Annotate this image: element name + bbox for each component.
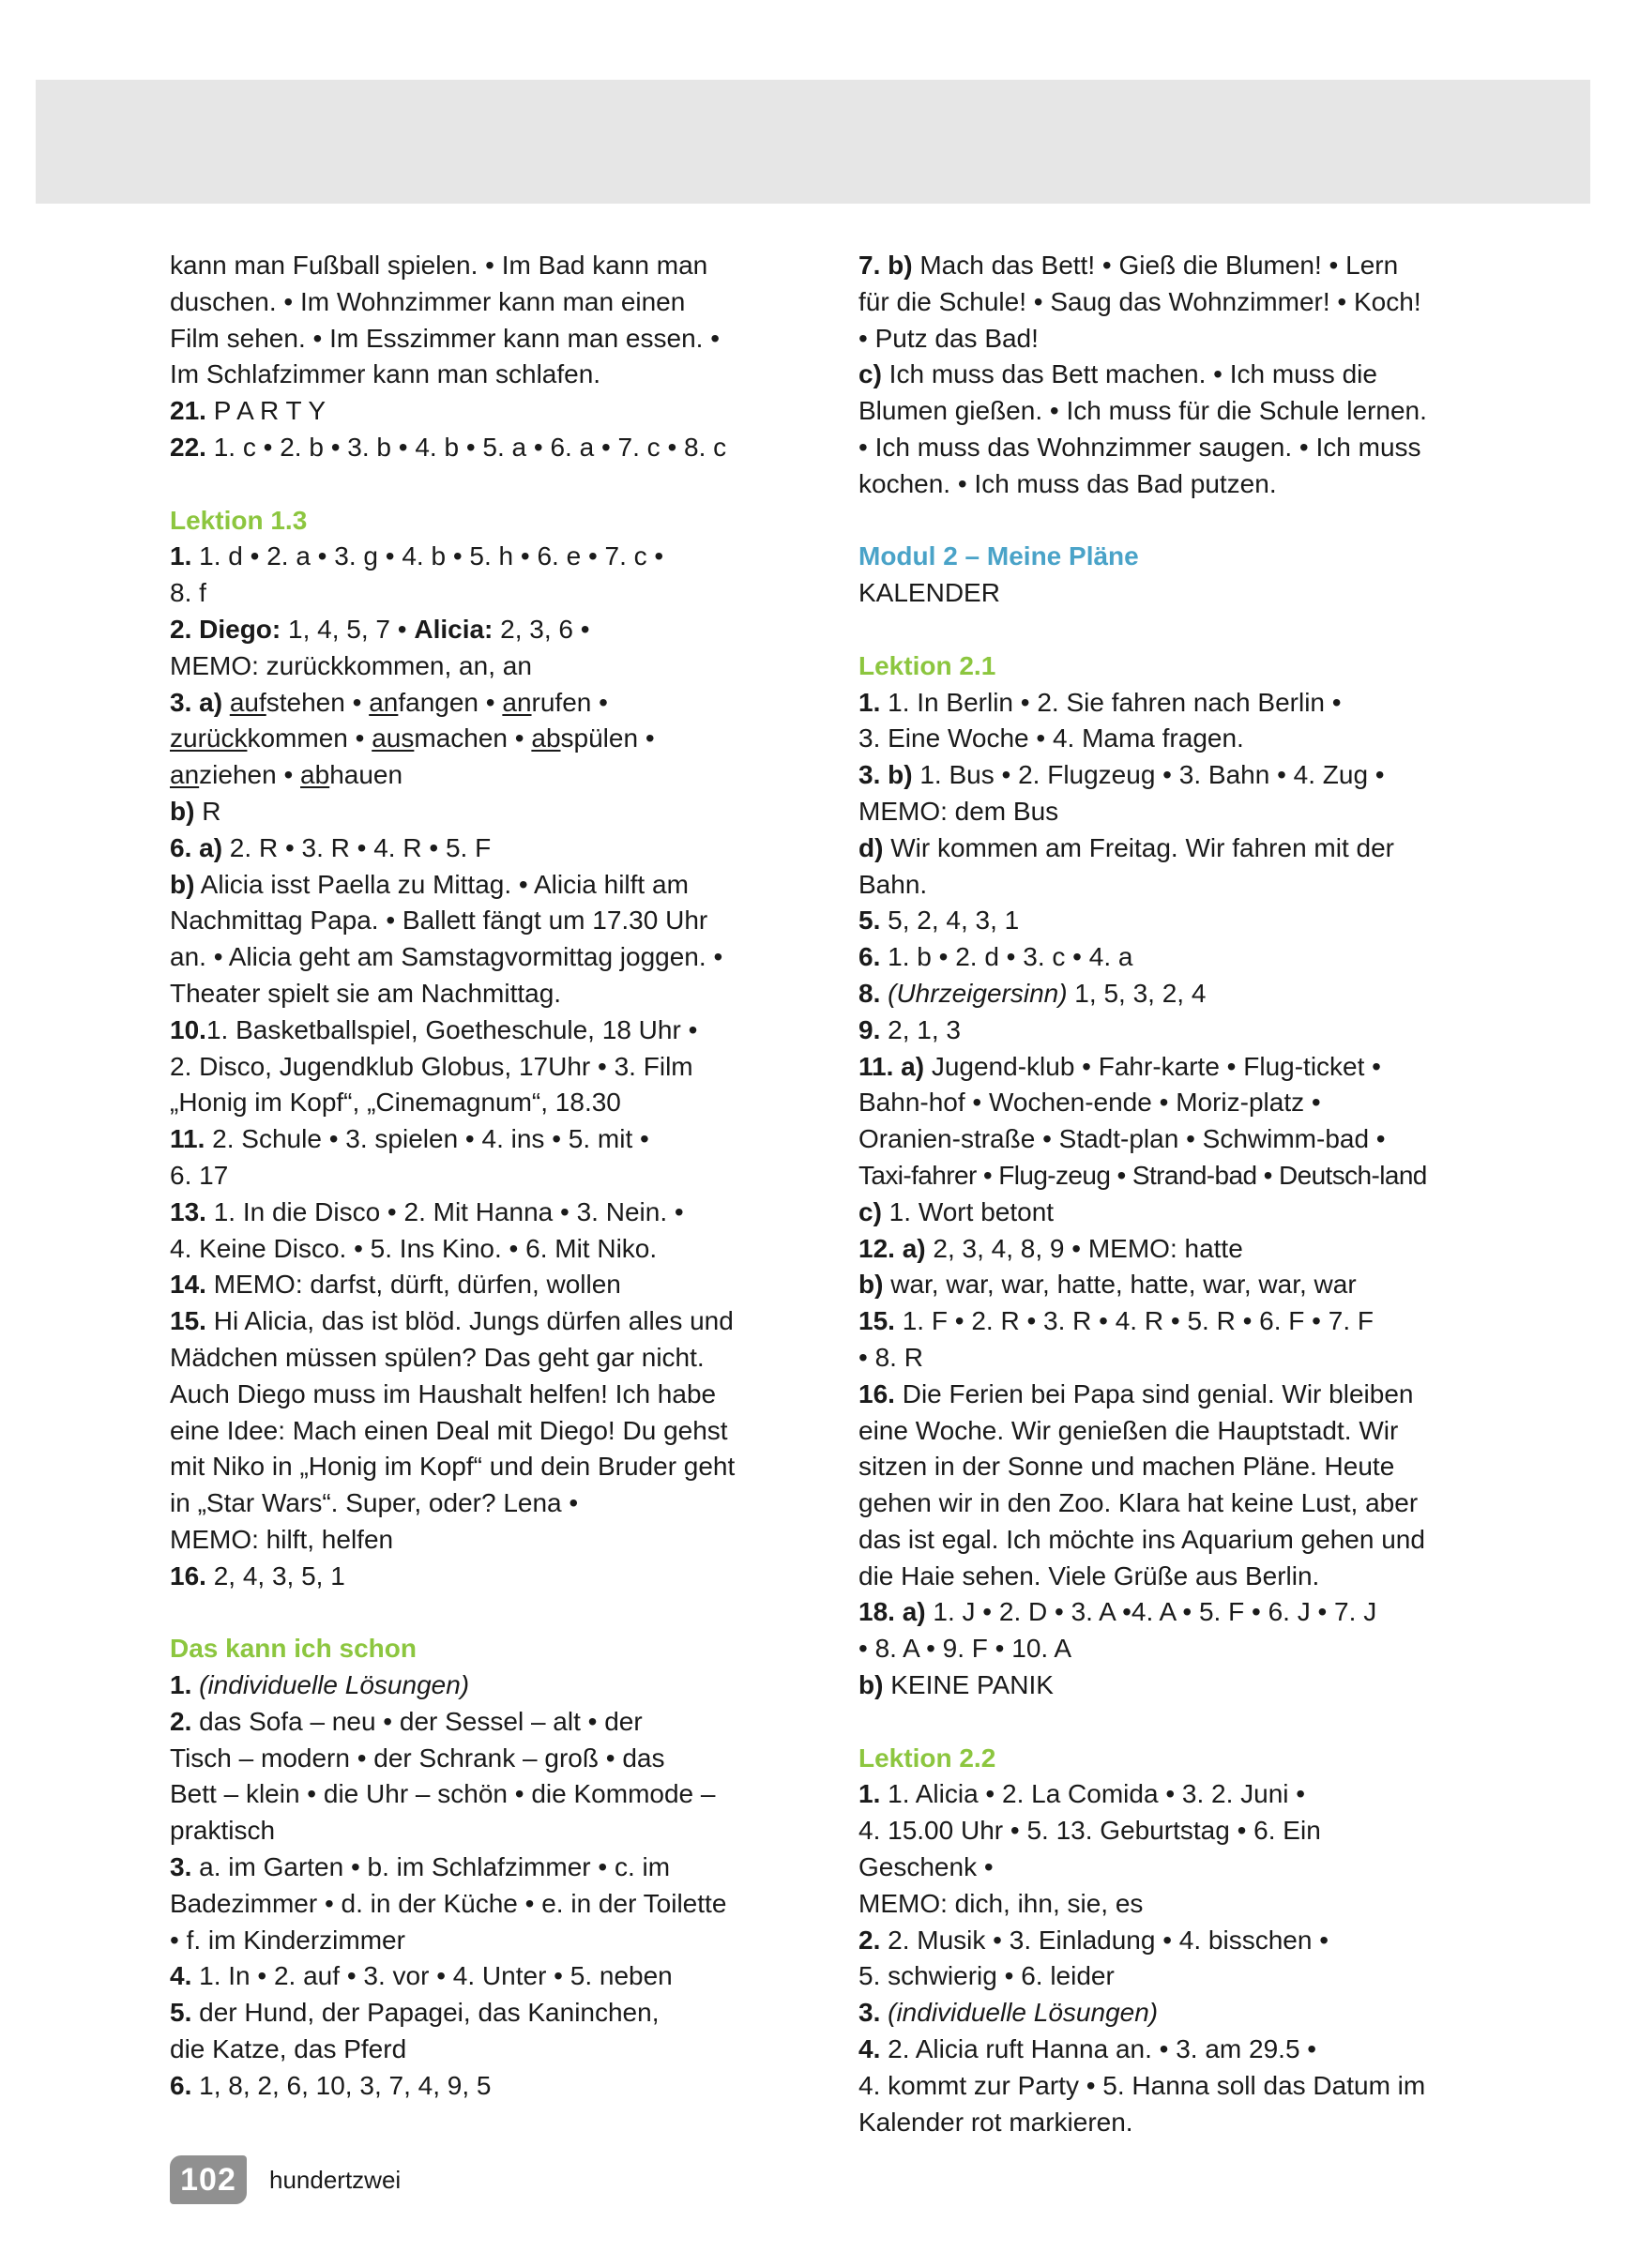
text-line: 6. 17 [170, 1160, 229, 1190]
left-column [170, 248, 789, 2105]
answer-4: 4. 2. Alicia ruft Hanna an. • 3. am 29.5 • [858, 2034, 1317, 2064]
text-line: das ist egal. Ich möchte ins Aquarium gehen und [858, 1524, 1425, 1554]
answer-14: 14. MEMO: darfst, dürft, dürfen, wollen [170, 1270, 621, 1300]
text-line: an. • Alicia geht am Samstagvormittag joggen. • [170, 942, 723, 972]
answer-9: 9. 2, 1, 3 [858, 1014, 961, 1044]
answer-k6: 6. 1, 8, 2, 6, 10, 3, 7, 4, 9, 5 [170, 2070, 492, 2100]
text-line: für die Schule! • Saug das Wohnzimmer! • Koch! [858, 286, 1421, 316]
text-line: Theater spielt sie am Nachmittag. [170, 978, 562, 1008]
answer-1: 1. 1. d • 2. a • 3. g • 4. b • 5. h • 6. e • 7. c • [170, 541, 664, 571]
text-line: 4. Keine Disco. • 5. Ins Kino. • 6. Mit Niko. [170, 1233, 658, 1263]
answer-5: 5. 5, 2, 4, 3, 1 [858, 906, 1020, 936]
answer-15: 15. 1. F • 2. R • 3. R • 4. R • 5. R • 6. F • 7. F [858, 1306, 1374, 1336]
right-column [858, 248, 1478, 2140]
answer-6: 6. a) 2. R • 3. R • 4. R • 5. F [170, 832, 492, 862]
text-line: MEMO: zurückkommen, an, an [170, 650, 532, 680]
text-line: gehen wir in den Zoo. Klara hat keine Lust, aber [858, 1488, 1419, 1518]
text-line: Mädchen müssen spülen? Das geht gar nicht. [170, 1342, 705, 1372]
text-line: mit Niko in „Honig im Kopf“ und dein Bruder geht [170, 1452, 736, 1482]
answer-12: 12. a) 2, 3, 4, 8, 9 • MEMO: hatte [858, 1233, 1243, 1263]
text-line: MEMO: dich, ihn, sie, es [858, 1888, 1144, 1918]
text-line: Kalender rot markieren. [858, 2107, 1133, 2137]
text-line: anziehen • abhauen [170, 760, 403, 790]
heading-modul-2: Modul 2 – Meine Pläne [858, 541, 1139, 571]
text-line: MEMO: dem Bus [858, 796, 1059, 826]
text-line: • f. im Kinderzimmer [170, 1925, 405, 1955]
text-line: kann man Fußball spielen. • Im Bad kann man [170, 251, 708, 280]
answer-3b: b) R [170, 796, 221, 826]
answer-7b: 7. b) Mach das Bett! • Gieß die Blumen! • Lern [858, 251, 1399, 280]
text-line: praktisch [170, 1816, 276, 1846]
heading-das-kann-ich-schon: Das kann ich schon [170, 1634, 417, 1664]
answer-3: 3. (individuelle Lösungen) [858, 1998, 1159, 2028]
text-line: 5. schwierig • 6. leider [858, 1961, 1115, 1991]
text-line: eine Idee: Mach einen Deal mit Diego! Du gehst [170, 1415, 728, 1445]
answer-k3: 3. a. im Garten • b. im Schlafzimmer • c. im [170, 1852, 671, 1882]
answer-11c: c) 1. Wort betont [858, 1196, 1055, 1226]
text-line: Film sehen. • Im Esszimmer kann man essen. • [170, 323, 721, 353]
answer-k2: 2. das Sofa – neu • der Sessel – alt • der [170, 1706, 643, 1736]
text-line: Badezimmer • d. in der Küche • e. in der Toilette [170, 1888, 727, 1918]
text-line: duschen. • Im Wohnzimmer kann man einen [170, 286, 686, 316]
text-line: Nachmittag Papa. • Ballett fängt um 17.30 Uhr [170, 906, 708, 936]
page-number-badge: 102 [170, 2155, 247, 2204]
text-line: „Honig im Kopf“, „Cinemagnum“, 18.30 [170, 1088, 621, 1118]
answer-11: 11. 2. Schule • 3. spielen • 4. ins • 5. mit • [170, 1124, 649, 1154]
text-line: 4. kommt zur Party • 5. Hanna soll das Datum im [858, 2070, 1426, 2100]
text-line: • Ich muss das Wohnzimmer saugen. • Ich muss [858, 432, 1421, 462]
answer-3d: d) Wir kommen am Freitag. Wir fahren mit der [858, 832, 1394, 862]
answer-k4: 4. 1. In • 2. auf • 3. vor • 4. Unter • 5. neben [170, 1961, 673, 1991]
text-line: • 8. R [858, 1342, 923, 1372]
answer-1: 1. 1. In Berlin • 2. Sie fahren nach Berlin • [858, 687, 1342, 717]
answer-18b: b) KEINE PANIK [858, 1670, 1054, 1700]
text-line: Geschenk • [858, 1852, 994, 1882]
answer-8: 8. (Uhrzeigersinn) 1, 5, 3, 2, 4 [858, 978, 1207, 1008]
answer-16: 16. Die Ferien bei Papa sind genial. Wir bleiben [858, 1378, 1414, 1408]
text-line: Auch Diego muss im Haushalt helfen! Ich habe [170, 1378, 717, 1408]
text-line: 2. Disco, Jugendklub Globus, 17Uhr • 3. Film [170, 1051, 693, 1081]
text-line: kochen. • Ich muss das Bad putzen. [858, 468, 1277, 498]
answer-18: 18. a) 1. J • 2. D • 3. A •4. A • 5. F • 6. J • 7. J [858, 1597, 1377, 1627]
answer-11: 11. a) Jugend-klub • Fahr-karte • Flug-ticket • [858, 1051, 1381, 1081]
text-line: KALENDER [858, 578, 1000, 608]
text-line: in „Star Wars“. Super, oder? Lena • [170, 1488, 579, 1518]
text-line: sitzen in der Sonne und machen Pläne. Heute [858, 1452, 1395, 1482]
answer-k5: 5. der Hund, der Papagei, das Kaninchen, [170, 1998, 660, 2028]
text-line: • 8. A • 9. F • 10. A [858, 1634, 1072, 1664]
answer-6: 6. 1. b • 2. d • 3. c • 4. a [858, 942, 1133, 972]
text-line: MEMO: hilft, helfen [170, 1524, 394, 1554]
text-line: Bahn. [858, 869, 928, 899]
text-line: eine Woche. Wir genießen die Hauptstadt. Wir [858, 1415, 1399, 1445]
answer-6b: b) Alicia isst Paella zu Mittag. • Alicia hilft am [170, 869, 689, 899]
text-line: die Haie sehen. Viele Grüße aus Berlin. [858, 1560, 1320, 1591]
text-line: • Putz das Bad! [858, 323, 1039, 353]
answer-3b: 3. b) 1. Bus • 2. Flugzeug • 3. Bahn • 4. Zug • [858, 760, 1385, 790]
answer-22: 22. 1. c • 2. b • 3. b • 4. b • 5. a • 6. a • 7. c • 8. c [170, 432, 727, 462]
answer-10: 10.1. Basketballspiel, Goetheschule, 18 Uhr • [170, 1014, 698, 1044]
text-line: Tisch – modern • der Schrank – groß • das [170, 1743, 665, 1773]
heading-lektion-2-2: Lektion 2.2 [858, 1743, 996, 1773]
text-line: die Katze, das Pferd [170, 2034, 407, 2064]
answer-2: 2. Diego: 1, 4, 5, 7 • Alicia: 2, 3, 6 • [170, 614, 590, 644]
text-line: Blumen gießen. • Ich muss für die Schule lernen. [858, 396, 1427, 426]
text-line: 4. 15.00 Uhr • 5. 13. Geburtstag • 6. Ein [858, 1816, 1321, 1846]
answer-k1: 1. (individuelle Lösungen) [170, 1670, 470, 1700]
answer-15: 15. Hi Alicia, das ist blöd. Jungs dürfen alles und [170, 1306, 734, 1336]
page-footer [170, 2155, 401, 2204]
text-line: Taxi-fahrer • Flug-zeug • Strand-bad • Deutsch-land [858, 1160, 1427, 1190]
answer-21: 21. P A R T Y [170, 396, 327, 426]
heading-lektion-2-1: Lektion 2.1 [858, 650, 996, 680]
text-line: 8. f [170, 578, 206, 608]
answer-3: 3. a) aufstehen • anfangen • anrufen • [170, 687, 608, 717]
answer-13: 13. 1. In die Disco • 2. Mit Hanna • 3. Nein. • [170, 1196, 684, 1226]
page-number-word: hundertzwei [269, 2165, 402, 2194]
text-line: 3. Eine Woche • 4. Mama fragen. [858, 723, 1244, 753]
text-line: Bahn-hof • Wochen-ende • Moriz-platz • [858, 1088, 1321, 1118]
text-line: zurückkommen • ausmachen • abspülen • [170, 723, 655, 753]
header-band [36, 80, 1590, 204]
text-line: Oranien-straße • Stadt-plan • Schwimm-bad • [858, 1124, 1386, 1154]
text-line: Bett – klein • die Uhr – schön • die Kommode – [170, 1779, 716, 1809]
answer-1: 1. 1. Alicia • 2. La Comida • 3. 2. Juni • [858, 1779, 1306, 1809]
answer-2: 2. 2. Musik • 3. Einladung • 4. bisschen • [858, 1925, 1329, 1955]
heading-lektion-1-3: Lektion 1.3 [170, 505, 308, 535]
text-line: Im Schlafzimmer kann man schlafen. [170, 359, 601, 389]
answer-16: 16. 2, 4, 3, 5, 1 [170, 1560, 345, 1591]
answer-12b: b) war, war, war, hatte, hatte, war, war, war [858, 1270, 1357, 1300]
answer-7c: c) Ich muss das Bett machen. • Ich muss die [858, 359, 1377, 389]
